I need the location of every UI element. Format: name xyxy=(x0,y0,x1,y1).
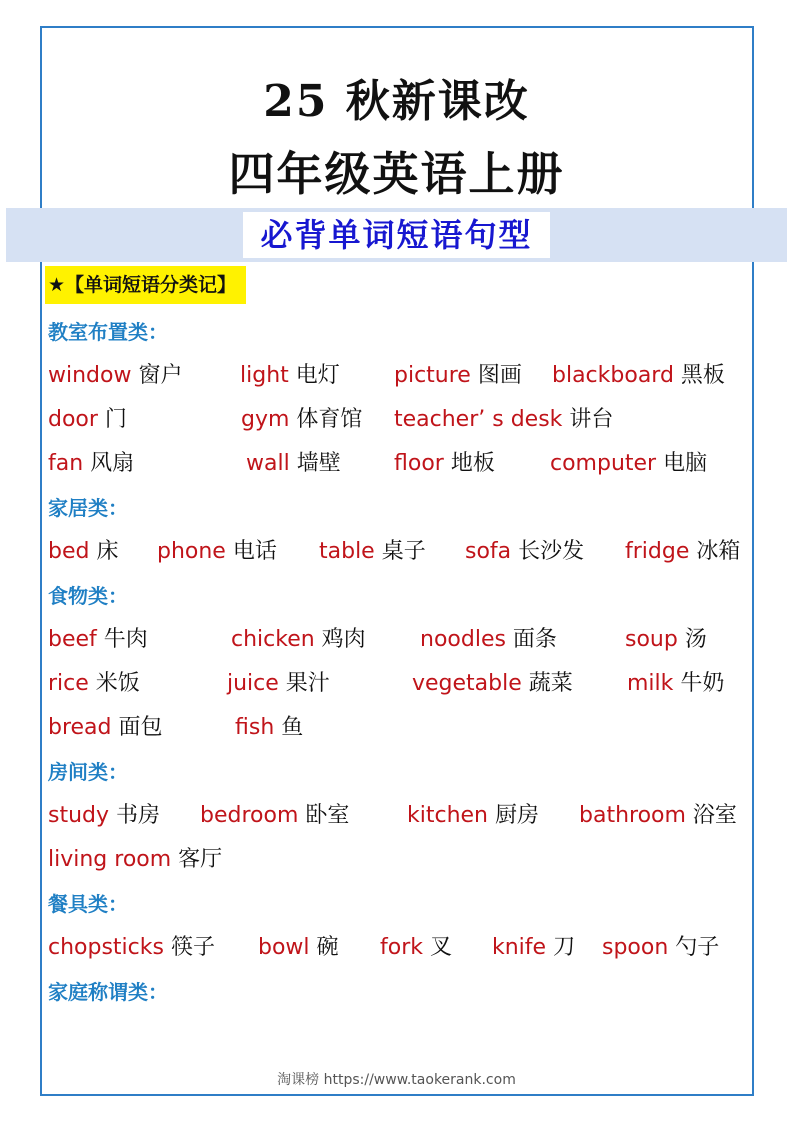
chinese-meaning: 牛奶 xyxy=(673,671,725,696)
english-word: computer xyxy=(550,451,657,476)
chinese-meaning: 筷子 xyxy=(163,935,215,960)
english-word: blackboard xyxy=(552,363,674,388)
chinese-meaning: 体育馆 xyxy=(289,407,363,432)
vocab-item xyxy=(394,447,495,481)
english-word: fridge xyxy=(625,539,690,564)
chinese-meaning: 风扇 xyxy=(83,451,135,476)
chinese-meaning: 浴室 xyxy=(685,803,737,828)
chinese-meaning: 厨房 xyxy=(488,803,539,828)
vocab-item xyxy=(465,535,584,569)
chinese-meaning: 鸡肉 xyxy=(314,627,366,652)
vocab-item xyxy=(550,447,707,481)
vocab-item xyxy=(579,799,737,833)
category-heading: 餐具类： xyxy=(48,892,128,916)
vocab-row xyxy=(0,359,793,393)
page-title-line1: 25 秋新课改 xyxy=(263,76,530,127)
vocab-item xyxy=(246,447,341,481)
category-heading: 教室布置类： xyxy=(48,320,168,344)
vocab-row xyxy=(0,843,793,877)
vocab-item xyxy=(394,403,613,437)
category-heading: 家居类： xyxy=(48,496,128,520)
vocab-item xyxy=(235,711,303,745)
chinese-meaning: 长沙发 xyxy=(511,539,585,564)
vocab-item xyxy=(412,667,573,701)
chinese-meaning: 面包 xyxy=(111,715,163,740)
category-heading: 食物类： xyxy=(48,584,128,608)
vocab-item xyxy=(602,931,719,965)
english-word: living room xyxy=(48,847,172,872)
english-word: knife xyxy=(492,935,547,960)
chinese-meaning: 电脑 xyxy=(656,451,708,476)
english-word: bathroom xyxy=(579,803,686,828)
vocab-item xyxy=(231,623,366,657)
page-subtitle: 必背单词短语句型 xyxy=(243,212,550,258)
chinese-meaning: 叉 xyxy=(423,935,452,960)
category-heading: 房间类： xyxy=(48,760,128,784)
category-heading: 家庭称谓类： xyxy=(48,980,168,1004)
english-word: wall xyxy=(246,451,290,476)
english-word: noodles xyxy=(420,627,506,652)
chinese-meaning: 墙壁 xyxy=(289,451,341,476)
english-word: juice xyxy=(227,671,279,696)
vocab-item xyxy=(394,359,522,393)
vocab-item xyxy=(48,447,134,481)
english-word: light xyxy=(240,363,289,388)
vocab-row xyxy=(0,403,793,437)
chinese-meaning: 电灯 xyxy=(288,363,340,388)
chinese-meaning: 图画 xyxy=(470,363,522,388)
vocab-item xyxy=(258,931,339,965)
vocab-item xyxy=(48,711,163,745)
chinese-meaning: 刀 xyxy=(546,935,576,960)
page-title-line2: 四年级英语上册 xyxy=(228,147,565,201)
vocab-item xyxy=(627,667,724,701)
vocab-item xyxy=(319,535,426,569)
vocab-item xyxy=(380,931,452,965)
chinese-meaning: 蔬菜 xyxy=(521,671,573,696)
chinese-meaning: 门 xyxy=(97,407,127,432)
vocab-row xyxy=(0,711,793,745)
vocab-item xyxy=(48,843,222,877)
section-heading: ★【单词短语分类记】 xyxy=(45,266,246,304)
vocab-item xyxy=(48,403,127,437)
chinese-meaning: 卧室 xyxy=(298,803,350,828)
chinese-meaning: 牛肉 xyxy=(96,627,148,652)
english-word: phone xyxy=(157,539,226,564)
chinese-meaning: 黑板 xyxy=(673,363,725,388)
english-word: fan xyxy=(48,451,84,476)
english-word: soup xyxy=(625,627,678,652)
footer-watermark: 淘课榜 https://www.taokerank.com xyxy=(277,1072,516,1088)
vocab-item xyxy=(48,799,160,833)
chinese-meaning: 电话 xyxy=(225,539,277,564)
chinese-meaning: 书房 xyxy=(109,803,161,828)
english-word: picture xyxy=(394,363,471,388)
chinese-meaning: 面条 xyxy=(505,627,557,652)
chinese-meaning: 鱼 xyxy=(274,715,304,740)
english-word: study xyxy=(48,803,110,828)
chinese-meaning: 碗 xyxy=(309,935,339,960)
english-word: kitchen xyxy=(407,803,488,828)
vocab-row xyxy=(0,667,793,701)
english-word: table xyxy=(319,539,375,564)
chinese-meaning: 客厅 xyxy=(171,847,223,872)
english-word: bowl xyxy=(258,935,310,960)
vocab-item xyxy=(48,667,140,701)
english-word: sofa xyxy=(465,539,512,564)
chinese-meaning: 讲台 xyxy=(562,407,614,432)
english-word: bedroom xyxy=(200,803,299,828)
vocab-item xyxy=(420,623,557,657)
vocab-row xyxy=(0,799,793,833)
chinese-meaning: 地板 xyxy=(443,451,495,476)
chinese-meaning: 冰箱 xyxy=(689,539,741,564)
vocab-item xyxy=(240,359,340,393)
chinese-meaning: 汤 xyxy=(677,627,707,652)
vocab-item xyxy=(492,931,575,965)
vocab-item xyxy=(227,667,330,701)
vocab-row xyxy=(0,931,793,965)
chinese-meaning: 米饭 xyxy=(88,671,140,696)
english-word: gym xyxy=(241,407,290,432)
vocab-item xyxy=(48,535,118,569)
english-word: spoon xyxy=(602,935,669,960)
vocab-item xyxy=(625,535,740,569)
chinese-meaning: 勺子 xyxy=(668,935,720,960)
chinese-meaning: 果汁 xyxy=(278,671,330,696)
english-word: bed xyxy=(48,539,90,564)
english-word: rice xyxy=(48,671,89,696)
vocab-item xyxy=(48,359,182,393)
chinese-meaning: 窗户 xyxy=(131,363,183,388)
vocab-row xyxy=(0,447,793,481)
english-word: teacher’ s desk xyxy=(394,407,563,432)
english-word: fish xyxy=(235,715,275,740)
chinese-meaning: 床 xyxy=(89,539,119,564)
english-word: bread xyxy=(48,715,112,740)
english-word: milk xyxy=(627,671,674,696)
english-word: fork xyxy=(380,935,423,960)
english-word: door xyxy=(48,407,98,432)
vocab-item xyxy=(552,359,725,393)
vocab-row xyxy=(0,623,793,657)
english-word: chopsticks xyxy=(48,935,164,960)
vocab-item xyxy=(625,623,707,657)
vocab-item xyxy=(157,535,277,569)
vocab-item xyxy=(48,931,215,965)
vocab-item xyxy=(200,799,349,833)
chinese-meaning: 桌子 xyxy=(374,539,426,564)
english-word: vegetable xyxy=(412,671,522,696)
vocab-row xyxy=(0,535,793,569)
english-word: chicken xyxy=(231,627,315,652)
english-word: window xyxy=(48,363,132,388)
vocab-item xyxy=(407,799,539,833)
english-word: floor xyxy=(394,451,444,476)
vocab-item xyxy=(48,623,148,657)
english-word: beef xyxy=(48,627,97,652)
vocab-item xyxy=(241,403,362,437)
